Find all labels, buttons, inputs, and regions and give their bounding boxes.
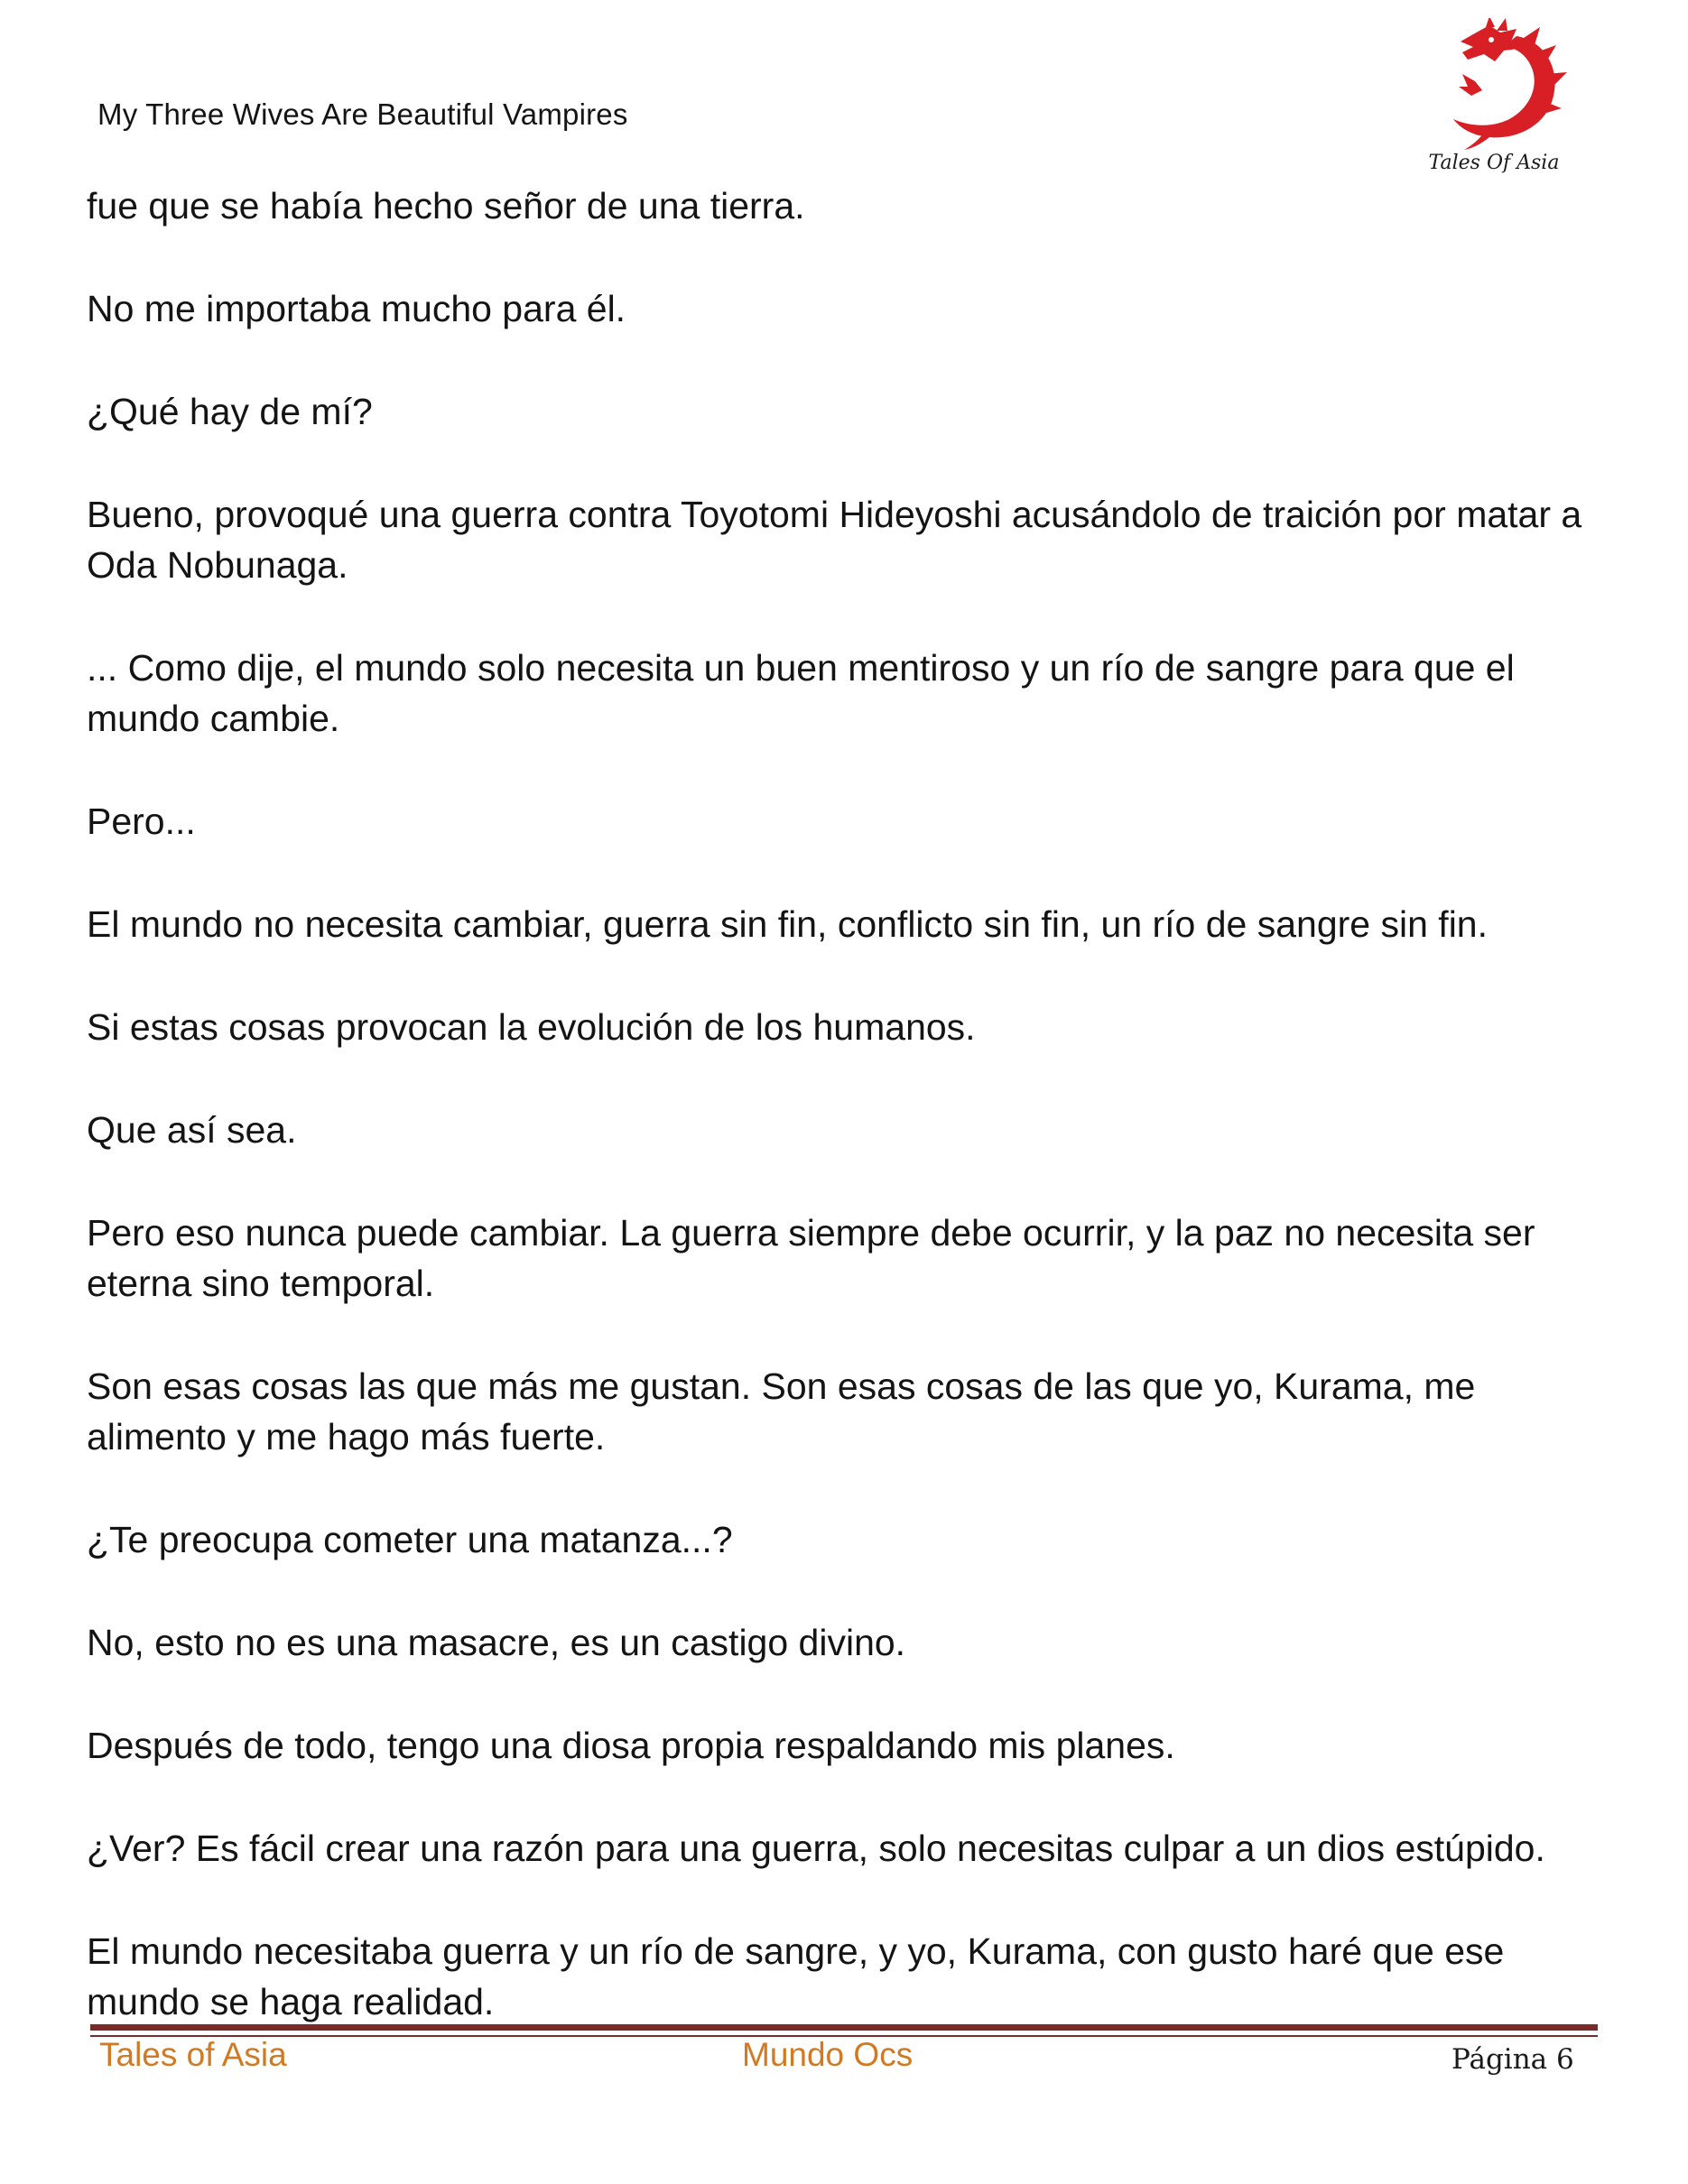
footer-divider — [90, 2024, 1598, 2031]
paragraph: El mundo no necesita cambiar, guerra sin fin, conflicto sin fin, un río de sangre sin fin. — [87, 903, 1488, 945]
paragraph: ¿Te preocupa cometer una matanza...? — [87, 1519, 733, 1560]
paragraph: ¿Ver? Es fácil crear una razón para una guerra, solo necesitas culpar a un dios estúpido. — [87, 1828, 1545, 1869]
paragraph: No, esto no es una masacre, es un castigo divino. — [87, 1622, 906, 1663]
paragraph: No me importaba mucho para él. — [87, 288, 626, 329]
paragraph: Que así sea. — [87, 1109, 297, 1151]
page-number: Página 6 — [1451, 2043, 1574, 2076]
logo-text: Tales Of Asia — [1428, 152, 1560, 174]
paragraph: El mundo necesitaba guerra y un río de sangre, y yo, Kurama, con gusto haré que ese mundo se haga realidad. — [87, 1930, 1505, 2022]
paragraph: Bueno, provoqué una guerra contra Toyotomi Hideyoshi acusándolo de traición por matar a Oda Nobunaga. — [87, 494, 1582, 586]
paragraph: Son esas cosas las que más me gustan. Son esas cosas de las que yo, Kurama, me alimento y me hago más fuerte. — [87, 1365, 1476, 1458]
footer-site-name: Tales of Asia — [99, 2036, 287, 2073]
document-header-title: My Three Wives Are Beautiful Vampires — [97, 97, 628, 131]
dragon-icon — [1417, 18, 1571, 153]
paragraph: Después de todo, tengo una diosa propia respaldando mis planes. — [87, 1725, 1175, 1766]
paragraph: ... Como dije, el mundo solo necesita un buen mentiroso y un río de sangre para que el mundo cambie. — [87, 647, 1515, 739]
body-text — [87, 180, 1585, 2079]
paragraph: Si estas cosas provocan la evolución de los humanos. — [87, 1006, 976, 1048]
paragraph: Pero... — [87, 800, 196, 842]
footer-section-name: Mundo Ocs — [742, 2036, 914, 2073]
paragraph: fue que se había hecho señor de una tierra. — [87, 185, 805, 227]
paragraph: ¿Qué hay de mí? — [87, 391, 373, 432]
paragraph: Pero eso nunca puede cambiar. La guerra siempre debe ocurrir, y la paz no necesita ser eterna sino temporal. — [87, 1212, 1535, 1304]
tales-of-asia-logo — [1417, 18, 1571, 180]
